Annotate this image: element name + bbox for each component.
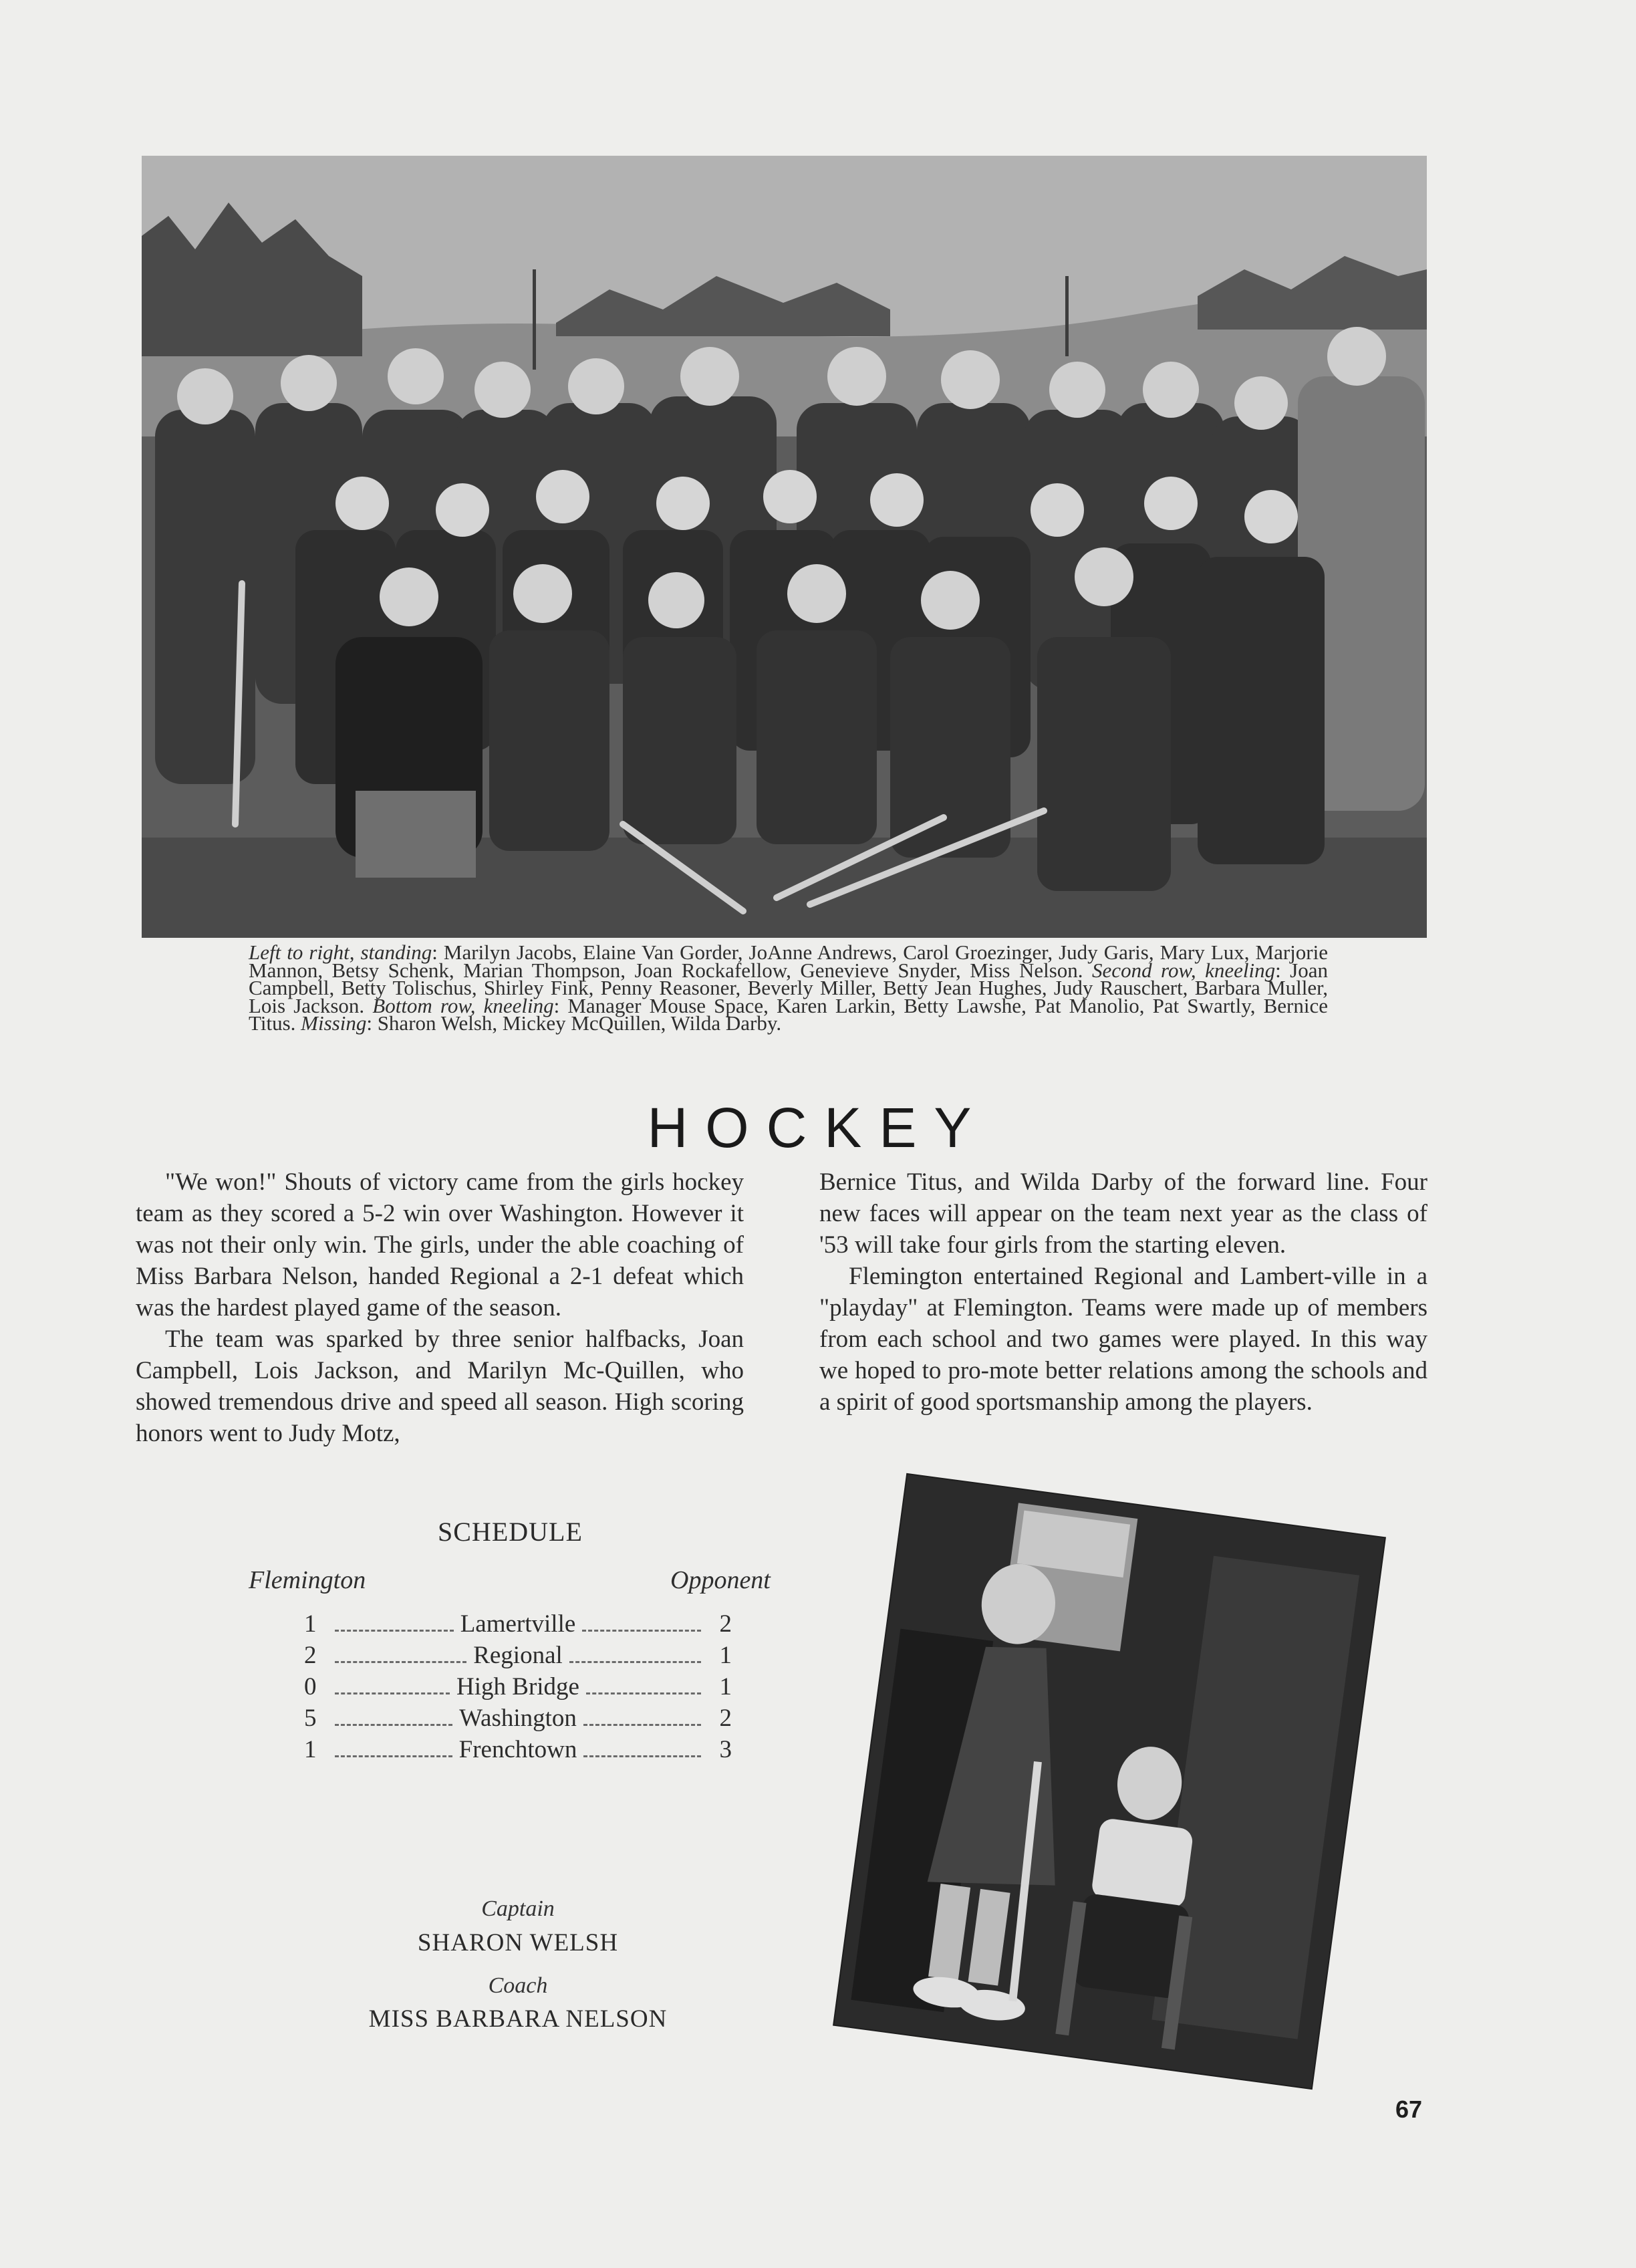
schedule-table (304, 1610, 732, 1767)
leader-dots (335, 1715, 452, 1726)
caption-label-standing: Left to right, standing (249, 940, 432, 964)
leader-dots (335, 1683, 450, 1694)
article-paragraph: Flemington entertained Regional and Lambert-ville in a "playday" at Flemington. Teams were made up of members from each school and two games were played. In this way we hoped to pro-mote better relations among the schools and a spirit of good sportsmanship among the players. (819, 1263, 1427, 1416)
page-number: 67 (1395, 2096, 1423, 2123)
caption-label-bottom: Bottom row, kneeling (372, 993, 554, 1017)
caption-names-bottom: : Manager Mouse Space, Karen Larkin, Betty Lawshe, Pat Manolio, Pat Swartly, Bernice Titus. (249, 993, 1329, 1035)
article-paragraph: Bernice Titus, and Wilda Darby of the forward line. Four new faces will appear on the team next year as the class of '53 will take four girls from the starting eleven. (819, 1168, 1427, 1259)
opponent-name: Lamertville (460, 1610, 576, 1638)
leader-dots (586, 1683, 701, 1694)
coach-label: Coach (488, 1973, 548, 1998)
opponent-name: Regional (473, 1642, 563, 1669)
schedule-title: SCHEDULE (438, 1517, 583, 1547)
flemington-score: 1 (304, 1610, 317, 1638)
caption-names-second: : Joan Campbell, Betty Tolischus, Shirley Fink, Penny Reasoner, Beverly Miller, Betty Jean Hughes, Judy Rauschert, Barbara Muller, Lois Jackson. (249, 958, 1328, 1017)
article-paragraph: "We won!" Shouts of victory came from the girls hockey team as they scored a 5-2 win over Washington. However it was not their only win. The girls, under the able coaching of Miss Barbara Nelson, handed Regional a 2-1 defeat which was the hardest played game of the season. (136, 1168, 744, 1321)
schedule-away-label: Opponent (670, 1566, 771, 1594)
captain-coach-photo (834, 1475, 1384, 2088)
caption-names-standing: : Marilyn Jacobs, Elaine Van Gorder, JoAnne Andrews, Carol Groezinger, Judy Garis, Mary Lux, Marjorie Mannon, Betsy Schenk, Marian Thompson, Joan Rockafellow, Genevieve Snyder, Miss Nelson. (249, 940, 1328, 982)
leader-dots (335, 1746, 452, 1757)
captain-label: Captain (481, 1896, 555, 1921)
flemington-score: 2 (304, 1642, 317, 1669)
schedule-row (304, 1735, 732, 1767)
page-title: HOCKEY (647, 1096, 989, 1159)
caption-label-missing: Missing (301, 1011, 367, 1035)
opponent-score: 1 (719, 1642, 732, 1669)
team-photo (142, 156, 1427, 938)
article-paragraph: The team was sparked by three senior halfbacks, Joan Campbell, Lois Jackson, and Marilyn Mc-Quillen, who showed tremendous drive and speed all season. High scoring honors went to Judy Motz, (136, 1326, 744, 1447)
opponent-score: 1 (719, 1673, 732, 1700)
leader-dots (583, 1746, 701, 1757)
coach-name: MISS BARBARA NELSON (368, 2005, 668, 2033)
schedule-row (304, 1610, 732, 1641)
captain-name: SHARON WELSH (417, 1929, 619, 1957)
leader-dots (582, 1620, 701, 1632)
photo-caption (249, 940, 1329, 1035)
schedule-row (304, 1641, 732, 1672)
leader-dots (569, 1652, 701, 1663)
opponent-score: 3 (719, 1736, 732, 1763)
article-right-column (819, 1166, 1427, 1418)
flemington-score: 5 (304, 1705, 317, 1732)
opponent-name: Washington (459, 1705, 577, 1732)
schedule-row (304, 1704, 732, 1735)
flemington-score: 0 (304, 1673, 317, 1700)
schedule-row (304, 1672, 732, 1704)
leader-dots (583, 1715, 701, 1726)
caption-label-second: Second row, kneeling (1092, 958, 1276, 982)
leader-dots (335, 1652, 466, 1663)
schedule-home-label: Flemington (249, 1566, 366, 1594)
caption-names-missing: : Sharon Welsh, Mickey McQuillen, Wilda Darby. (366, 1011, 782, 1035)
opponent-score: 2 (719, 1705, 732, 1732)
flemington-score: 1 (304, 1736, 317, 1763)
opponent-score: 2 (719, 1610, 732, 1638)
opponent-name: High Bridge (456, 1673, 579, 1700)
opponent-name: Frenchtown (458, 1736, 577, 1763)
article-left-column (136, 1166, 744, 1449)
leader-dots (335, 1620, 454, 1632)
